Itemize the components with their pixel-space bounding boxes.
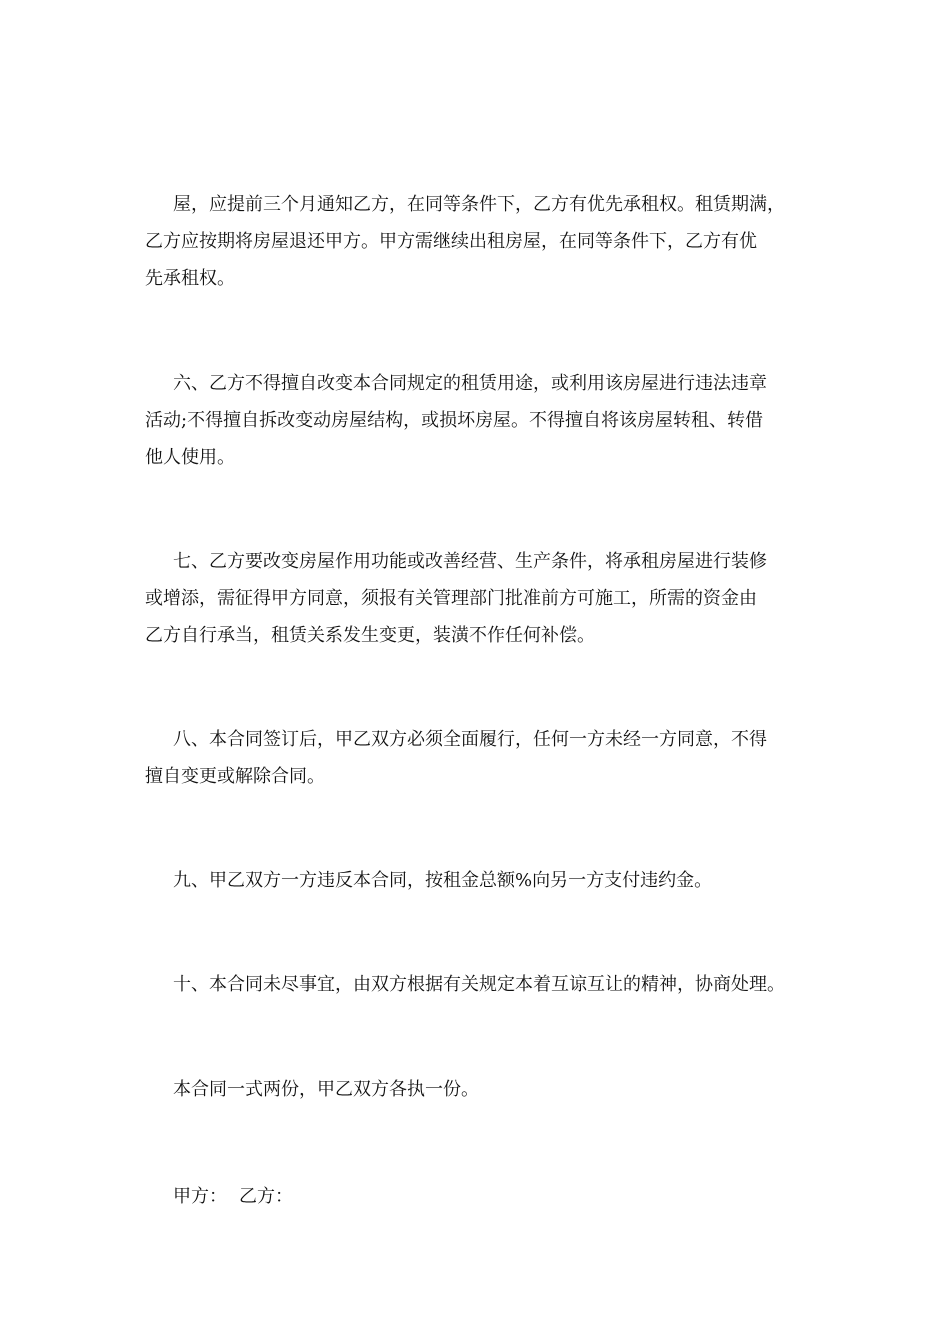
paragraph-line: 本合同一式两份，甲乙双方各执一份。 (173, 1079, 479, 1100)
paragraph-line: 他人使用。 (145, 447, 235, 468)
paragraph-line: 先承租权。 (145, 268, 235, 289)
signature-block (145, 1178, 825, 1215)
paragraph-copies (145, 1071, 825, 1108)
party-a-label: 甲方： (173, 1186, 227, 1207)
paragraph-line: 屋，应提前三个月通知乙方，在同等条件下，乙方有优先承租权。租赁期满， (173, 194, 785, 215)
paragraph-line: 六、乙方不得擅自改变本合同规定的租赁用途，或利用该房屋进行违法违章 (173, 373, 767, 394)
signature-line (145, 1178, 825, 1215)
paragraph-line: 乙方自行承当，租赁关系发生变更，装潢不作任何补偿。 (145, 625, 595, 646)
paragraph-line: 八、本合同签订后，甲乙双方必须全面履行，任何一方未经一方同意，不得 (173, 729, 767, 750)
party-b-label: 乙方： (239, 1186, 293, 1207)
paragraph-line: 擅自变更或解除合同。 (145, 766, 325, 787)
paragraph-renewal-clause (145, 186, 825, 297)
paragraph-clause-eight (145, 721, 825, 795)
paragraph-clause-nine (145, 862, 825, 899)
paragraph-line: 七、乙方要改变房屋作用功能或改善经营、生产条件，将承租房屋进行装修 (173, 551, 767, 572)
paragraph-line: 九、甲乙双方一方违反本合同，按租金总额%向另一方支付违约金。 (173, 870, 713, 891)
paragraph-line: 或增添，需征得甲方同意，须报有关管理部门批准前方可施工，所需的资金由 (145, 588, 757, 609)
paragraph-clause-six (145, 365, 825, 476)
paragraph-clause-ten (145, 966, 825, 1003)
paragraph-clause-seven (145, 543, 825, 654)
paragraph-line: 乙方应按期将房屋退还甲方。甲方需继续出租房屋，在同等条件下，乙方有优 (145, 231, 757, 252)
paragraph-line: 活动;不得擅自拆改变动房屋结构，或损坏房屋。不得擅自将该房屋转租、转借 (145, 410, 764, 431)
paragraph-line: 十、本合同未尽事宜，由双方根据有关规定本着互谅互让的精神，协商处理。 (173, 974, 785, 995)
